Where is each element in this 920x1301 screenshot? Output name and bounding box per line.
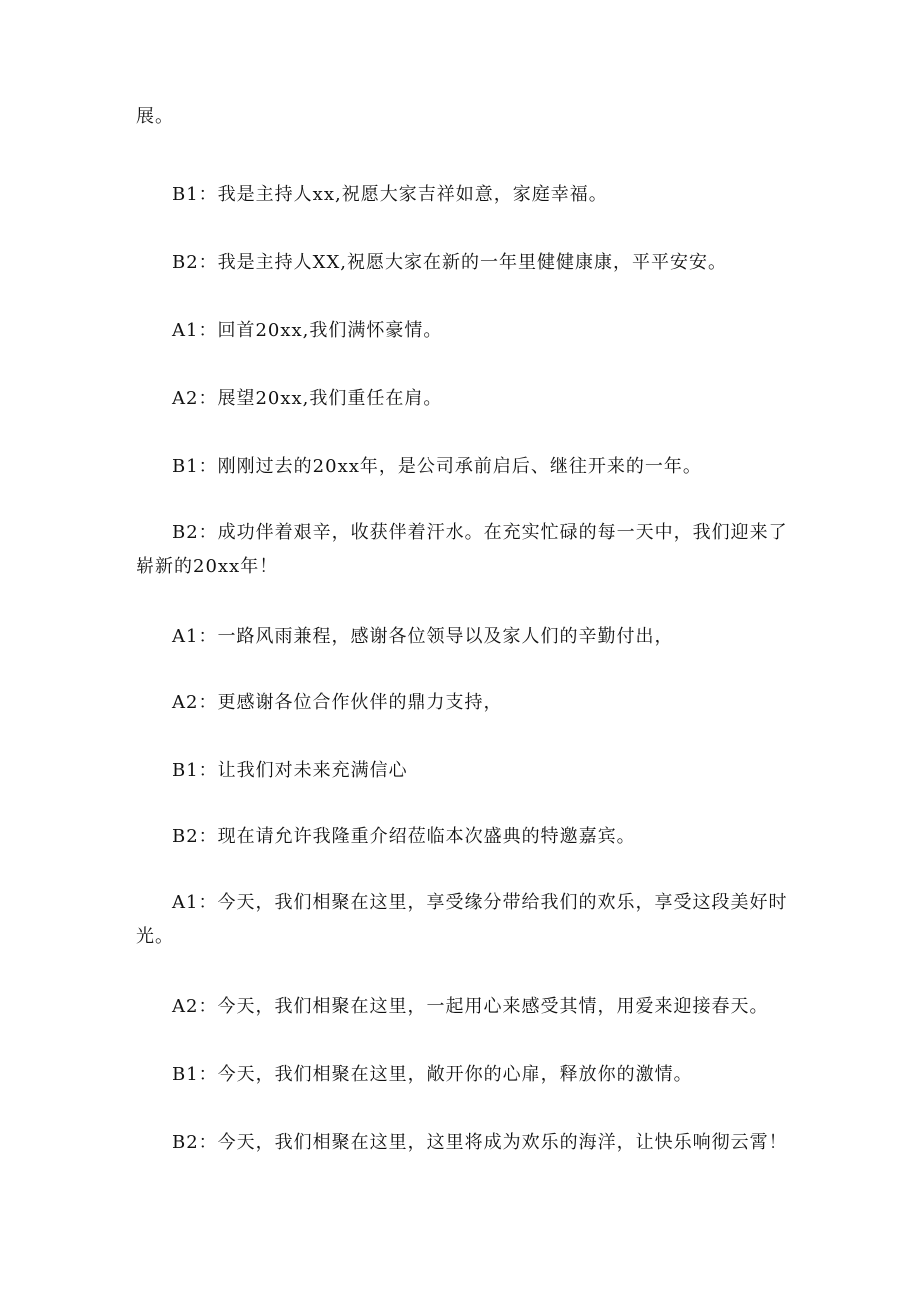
paragraph-a1-thanks: A1：一路风雨兼程，感谢各位领导以及家人们的辛勤付出， (172, 626, 674, 647)
paragraph-b1-intro: B1：我是主持人xx,祝愿大家吉祥如意，家庭幸福。 (172, 184, 608, 205)
paragraph-b1-today: B1：今天，我们相聚在这里，敞开你的心扉，释放你的激情。 (172, 1064, 693, 1085)
paragraph-b2-today: B2：今天，我们相聚在这里，这里将成为欢乐的海洋，让快乐响彻云霄！ (172, 1132, 788, 1153)
paragraph-b1-past-year: B1：刚刚过去的20xx年，是公司承前启后、继往开来的一年。 (172, 456, 702, 477)
paragraph-b2-intro: B2：我是主持人XX,祝愿大家在新的一年里健健康康，平平安安。 (172, 252, 728, 273)
paragraph-a1-today: A1：今天，我们相聚在这里，享受缘分带给我们的欢乐，享受这段美好时光。 (136, 892, 788, 947)
paragraph-a1-review: A1：回首20xx,我们满怀豪情。 (172, 320, 443, 341)
paragraph-b1-future: B1：让我们对未来充满信心 (172, 760, 408, 781)
paragraph-b2-success: B2：成功伴着艰辛，收获伴着汗水。在充实忙碌的每一天中，我们迎来了崭新的20xx年！ (136, 522, 788, 577)
paragraph-a2-outlook: A2：展望20xx,我们重任在肩。 (172, 388, 443, 409)
paragraph-a2-partners: A2：更感谢各位合作伙伴的鼎力支持， (172, 692, 503, 713)
paragraph-b2-guests: B2：现在请允许我隆重介绍莅临本次盛典的特邀嘉宾。 (172, 826, 636, 847)
paragraph-continuation: 展。 (136, 106, 174, 127)
paragraph-a2-today: A2：今天，我们相聚在这里，一起用心来感受其情，用爱来迎接春天。 (172, 996, 769, 1017)
